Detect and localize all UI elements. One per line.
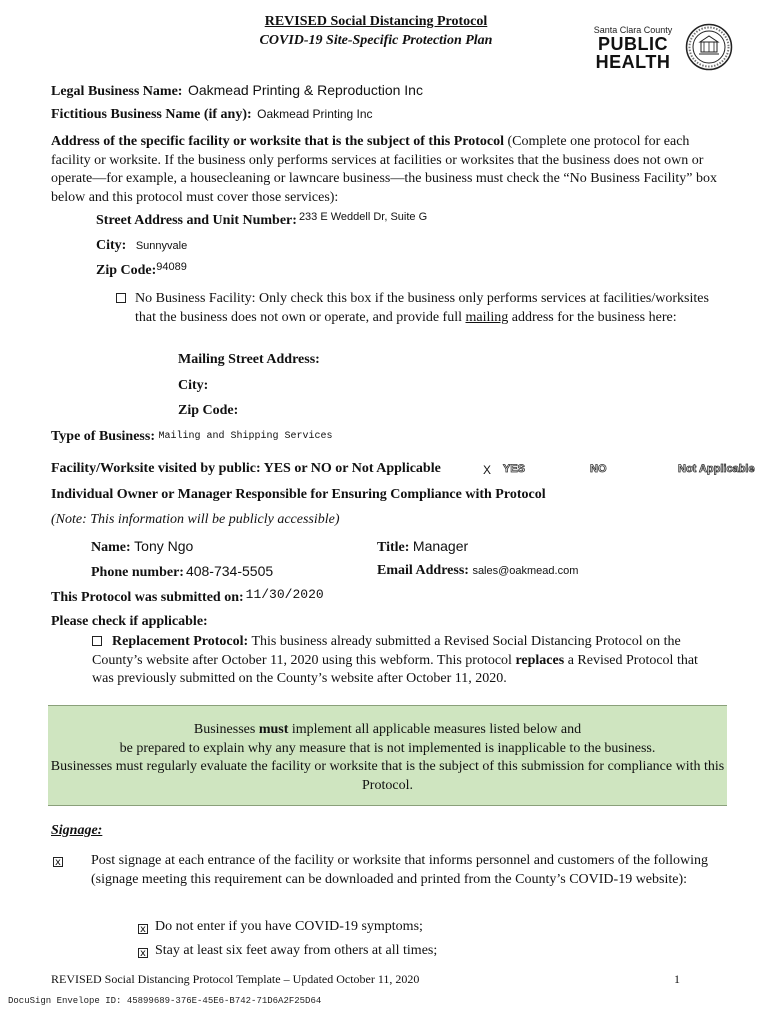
signage-main-text: Post signage at each entrance of the facility or worksite that informs personnel and customers of the following (signage meeting this requirement can be downloaded and printed from the County’s COVID-19 website):	[91, 853, 708, 887]
signage-heading: Signage:	[51, 823, 103, 838]
replacement-label: Replacement Protocol:	[112, 634, 249, 649]
signage-symptoms-text: Do not enter if you have COVID-19 symptoms;	[155, 919, 423, 934]
option-yes[interactable]: YES	[503, 463, 526, 475]
owner-title-row	[377, 538, 468, 556]
owner-phone-label: Phone number:	[91, 565, 184, 580]
notice-line-2: be prepared to explain why any measure that is not implemented is inapplicable to the business.	[119, 740, 656, 756]
owner-title-value[interactable]: Manager	[412, 538, 469, 554]
mailing-zip-label: Zip Code:	[178, 403, 239, 418]
city-label: City:	[96, 238, 127, 253]
footer-template-text: REVISED Social Distancing Protocol Template – Updated October 11, 2020	[51, 972, 420, 986]
option-no[interactable]: NO	[590, 463, 607, 475]
address-instructions-text: (Complete one protocol for each facility or worksite. If the business only performs services at facilities or worksites that the business does not own or operate—for example, a housecleaning or lawncare business—the business must check the “No Business Facility” box below and this protocol must cover those services):	[51, 134, 717, 205]
no-facility-text-part1: No Business Facility: Only check this box if the business only performs services at facilities/worksites that the business does not own or operate, and provide full	[135, 291, 709, 325]
replacement-text-part2: a Revised Protocol that was previously submitted on the County’s website after October 11, 2020.	[92, 652, 698, 686]
notice-line-3: Businesses must regularly evaluate the facility or worksite that is the subject of this submission for compliance with this Protocol.	[50, 759, 725, 793]
signage-distance-checkbox[interactable]: x	[138, 946, 148, 962]
owner-name-row	[91, 538, 193, 556]
owner-title-label: Title:	[377, 540, 410, 555]
docusign-envelope-id: DocuSign Envelope ID: 45899689-376E-45E6-B742-71D6A2F25D64	[8, 996, 322, 1006]
owner-email-row	[377, 563, 578, 579]
city-value[interactable]: Sunnyvale	[135, 240, 188, 252]
fictitious-name-label: Fictitious Business Name (if any):	[51, 107, 252, 122]
signage-symptoms-checkbox[interactable]: x	[138, 922, 148, 938]
check-heading: Please check if applicable:	[51, 614, 208, 629]
type-of-business-row	[51, 429, 333, 445]
replaces-word: replaces	[515, 652, 565, 668]
zip-row	[96, 263, 187, 279]
signage-distance-text: Stay at least six feet away from others at all times;	[155, 943, 438, 958]
legal-name-label: Legal Business Name:	[51, 84, 183, 99]
mailing-street-label: Mailing Street Address:	[178, 352, 320, 367]
logo-health-text: HEALTH	[595, 52, 671, 72]
notice-must: must	[258, 722, 289, 737]
legal-name-row	[51, 82, 423, 100]
no-facility-text-part2: address for the business here:	[508, 309, 677, 325]
owner-note: (Note: This information will be publicly accessible)	[51, 512, 340, 527]
owner-name-value[interactable]: Tony Ngo	[134, 538, 194, 554]
owner-phone-row	[91, 563, 273, 581]
replacement-text-part1: This business already submitted a Revised Social Distancing Protocol on the County’s website after October 11, 2020 using this webform. This protocol	[92, 634, 681, 668]
notice-line-1: Businesses must implement all applicable measures listed below and	[193, 722, 582, 737]
fictitious-name-row	[51, 107, 373, 123]
visited-by-public-label: Facility/Worksite visited by public: YES or NO or Not Applicable	[51, 461, 441, 476]
signage-main-checkbox[interactable]: x	[53, 855, 63, 871]
no-facility-mailing-word: mailing	[465, 309, 509, 325]
owner-heading: Individual Owner or Manager Responsible for Ensuring Compliance with Protocol	[51, 487, 546, 502]
document-title: REVISED Social Distancing Protocol	[264, 14, 488, 29]
visited-selection-mark[interactable]: X	[483, 463, 492, 477]
compliance-notice-box	[48, 705, 727, 806]
owner-phone-value[interactable]: 408-734-5505	[185, 563, 274, 579]
submitted-row	[51, 587, 324, 606]
legal-name-value[interactable]: Oakmead Printing & Reproduction Inc	[187, 82, 423, 98]
document-subtitle: COVID-19 Site-Specific Protection Plan	[259, 33, 493, 48]
zip-value[interactable]: 94089	[156, 261, 187, 273]
submitted-date-value[interactable]: 11/30/2020	[245, 587, 324, 602]
fictitious-name-value[interactable]: Oakmead Printing Inc	[257, 107, 373, 121]
street-label: Street Address and Unit Number:	[96, 213, 297, 228]
no-facility-checkbox[interactable]	[116, 293, 126, 309]
no-facility-text	[135, 290, 725, 327]
address-label: Address of the specific facility or worksite that is the subject of this Protocol	[51, 134, 504, 149]
street-value[interactable]: 233 E Weddell Dr, Suite G	[298, 211, 428, 223]
city-row	[96, 238, 187, 254]
type-of-business-label: Type of Business:	[51, 429, 155, 444]
mailing-city-label: City:	[178, 378, 209, 393]
owner-email-value[interactable]: sales@oakmead.com	[472, 565, 579, 577]
type-of-business-value[interactable]: Mailing and Shipping Services	[158, 431, 333, 442]
owner-name-label: Name:	[91, 540, 131, 555]
street-row	[96, 213, 427, 229]
logo-county-text: Santa Clara County	[593, 25, 673, 35]
logo-public-text: PUBLIC	[598, 34, 668, 54]
footer-page-number: 1	[674, 972, 680, 986]
replacement-protocol-text	[92, 633, 722, 689]
submitted-label: This Protocol was submitted on:	[51, 590, 244, 605]
option-not-applicable[interactable]: Not Applicable	[678, 463, 755, 475]
public-health-logo	[592, 26, 674, 71]
zip-label: Zip Code:	[96, 263, 157, 278]
address-instructions	[51, 133, 723, 207]
county-seal-icon	[685, 23, 733, 71]
owner-email-label: Email Address:	[377, 563, 469, 578]
